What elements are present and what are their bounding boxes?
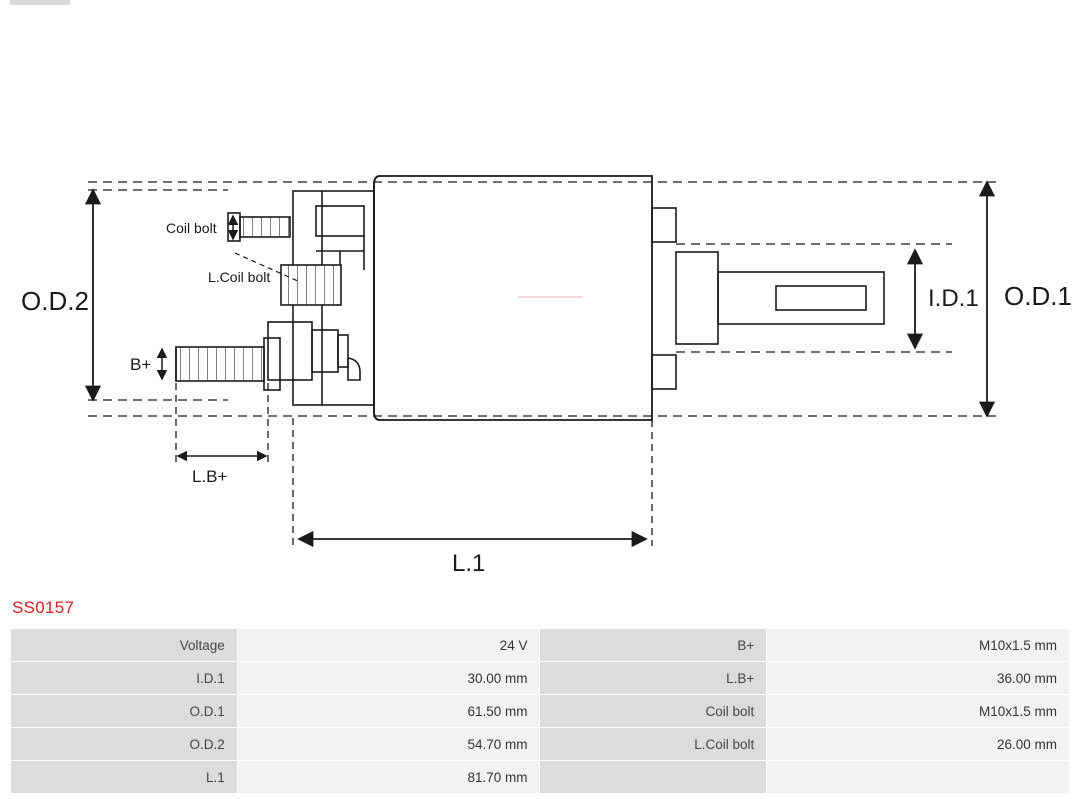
spec-value-empty [767,761,1070,794]
spec-value: 61.50 mm [237,695,540,728]
dim-label-lbplus: L.B+ [192,467,228,486]
spec-label-empty [540,761,767,794]
spec-label: L.Coil bolt [540,728,767,761]
spec-value: 30.00 mm [237,662,540,695]
part-code: SS0157 [12,598,75,617]
spec-value: 54.70 mm [237,728,540,761]
spec-label: L.1 [11,761,238,794]
spec-value: 36.00 mm [767,662,1070,695]
spec-label: O.D.2 [11,728,238,761]
table-row [11,761,1070,794]
table-row [11,629,1070,662]
dim-label-od1: O.D.1 [1004,281,1072,311]
spec-label: I.D.1 [11,662,238,695]
dim-label-l-coil-bolt: L.Coil bolt [208,269,271,285]
dim-label-bplus: B+ [130,355,152,374]
table-row [11,695,1070,728]
table-row [11,662,1070,695]
dim-label-coil-bolt: Coil bolt [166,220,217,236]
spec-label: B+ [540,629,767,662]
spec-label: Coil bolt [540,695,767,728]
table-row [11,728,1070,761]
spec-value: M10x1.5 mm [767,629,1070,662]
dim-label-l1: L.1 [452,550,486,577]
spec-label: O.D.1 [11,695,238,728]
specifications-table [10,628,1070,794]
spec-label: L.B+ [540,662,767,695]
dim-label-od2: O.D.2 [21,286,89,316]
dim-label-id1: I.D.1 [928,285,979,312]
spec-value: M10x1.5 mm [767,695,1070,728]
spec-value: 81.70 mm [237,761,540,794]
spec-value: 26.00 mm [767,728,1070,761]
spec-value: 24 V [237,629,540,662]
spec-label: Voltage [11,629,238,662]
